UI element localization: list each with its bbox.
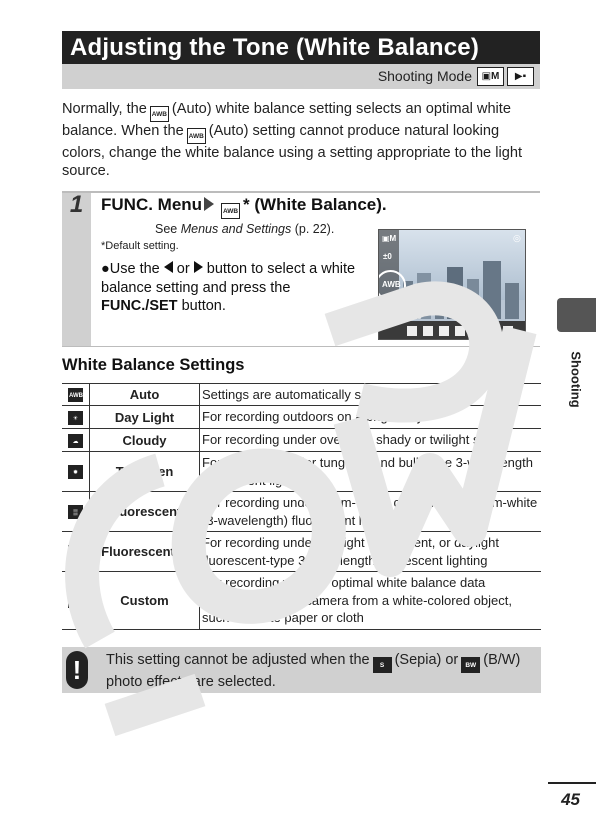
- bullet-text-c: button.: [181, 298, 226, 314]
- movie-icon: ▶▪: [507, 67, 534, 86]
- wb-mode-name: Day Light: [90, 406, 200, 429]
- table-row: [62, 429, 541, 452]
- wb-mode-description: For recording under daylight fluorescent, or daylight fluorescent-type 3-wavelength fluorescent lighting: [200, 532, 542, 572]
- camera-lcd-screenshot: [378, 229, 526, 340]
- lcd-wb-option: [407, 326, 417, 336]
- wb-icon-cell: [62, 429, 90, 452]
- wb-mode-icon: H: [68, 545, 83, 559]
- see-post: (p. 22).: [294, 222, 335, 236]
- step-heading-wb: * (White Balance).: [243, 195, 387, 214]
- wb-mode-description: For recording under overcast, shady or twilight skies: [200, 429, 542, 452]
- lcd-wb-option: [471, 326, 481, 336]
- note-text-a: This setting cannot be adjusted when the: [106, 652, 370, 668]
- bw-icon: BW: [461, 657, 480, 673]
- default-setting-note: *Default setting.: [101, 240, 179, 252]
- lcd-wb-option: [503, 326, 513, 336]
- awb-icon: AWB: [150, 106, 169, 122]
- table-row: [62, 406, 541, 429]
- table-row: [62, 492, 541, 532]
- wb-mode-icon: AWB: [68, 388, 83, 402]
- wb-mode-icon: ☀: [68, 411, 83, 425]
- awb-icon: AWB: [221, 203, 240, 219]
- intro-paragraph: [62, 100, 542, 180]
- shooting-mode-bar: [62, 64, 540, 89]
- table-row: [62, 452, 541, 492]
- lcd-auto-label: Auto: [405, 312, 422, 321]
- see-pre: See: [155, 222, 178, 236]
- step-heading-menu: FUNC. Menu: [101, 195, 203, 214]
- wb-mode-name: Custom: [90, 572, 200, 630]
- wb-mode-icon: ☁: [68, 434, 83, 448]
- see-reference: [155, 222, 334, 236]
- left-arrow-icon: [164, 261, 173, 273]
- func-set-button-label: FUNC./SET: [101, 298, 178, 314]
- wb-mode-name: Cloudy: [90, 429, 200, 452]
- lcd-awb-icon: AWB: [382, 280, 401, 289]
- shooting-mode-label: Shooting Mode: [377, 68, 472, 84]
- see-italic: Menus and Settings: [180, 222, 292, 236]
- step-heading: [101, 195, 387, 219]
- step-instruction: [101, 260, 366, 316]
- arrow-right-icon: [204, 197, 214, 211]
- lcd-ev: ±0: [383, 252, 392, 261]
- wb-mode-description: For recording under warm-white, cool-white or warm-white (3-wavelength) fluorescent lighting: [200, 492, 542, 532]
- wb-mode-name: Fluorescent H: [90, 532, 200, 572]
- wb-icon-cell: [62, 384, 90, 406]
- page-title: Adjusting the Tone (White Balance): [62, 31, 540, 64]
- section-title: White Balance Settings: [62, 356, 245, 374]
- table-row: [62, 384, 541, 406]
- caution-icon: !: [66, 651, 88, 689]
- wb-icon-cell: [62, 572, 90, 630]
- table-row: [62, 532, 541, 572]
- wb-mode-icon: ▒: [68, 505, 83, 519]
- lcd-wb-option: [487, 326, 497, 336]
- lcd-wb-option: [423, 326, 433, 336]
- wb-mode-description: For recording with the optimal white balance data memorized in the camera from a white-colored object, such as white paper or cloth: [200, 572, 542, 630]
- lcd-wb-option: [455, 326, 465, 336]
- step-divider-bottom: [62, 346, 540, 347]
- wb-mode-icon: ✹: [68, 465, 83, 479]
- bullet-text-a: ●Use the: [101, 261, 160, 277]
- wb-icon-cell: [62, 532, 90, 572]
- lcd-building: [467, 279, 479, 319]
- step-divider-top: [62, 191, 540, 193]
- intro-text-2: (Auto) white balance setting selects an optimal white balance. When the: [62, 101, 511, 139]
- caution-text: [106, 651, 526, 692]
- wb-mode-description: For recording outdoors on a bright day: [200, 406, 542, 429]
- wb-mode-name: Fluorescent: [90, 492, 200, 532]
- wb-icon-cell: [62, 452, 90, 492]
- sepia-icon: S: [373, 657, 392, 673]
- lcd-building: [483, 261, 501, 319]
- note-text-c: (B/W) photo effects are selected.: [106, 652, 521, 690]
- chapter-tab-label: Shooting: [568, 351, 584, 408]
- step-number: 1: [69, 191, 84, 218]
- intro-text-1: Normally, the: [62, 101, 147, 117]
- intro-text-3: (Auto) setting cannot produce natural looking colors, change the white balance using a setting appropriate to the light source.: [62, 123, 523, 180]
- lcd-building: [435, 287, 444, 319]
- page-number-rule: [548, 782, 596, 784]
- page-number: 45: [561, 790, 580, 809]
- lcd-building: [447, 267, 463, 319]
- lcd-mode-icon: ▣M: [382, 234, 397, 243]
- wb-mode-icon: ▣: [68, 594, 83, 608]
- bullet-text-or: or: [176, 261, 190, 277]
- wb-mode-description: Settings are automatically set by the camera: [200, 384, 542, 406]
- awb-icon: AWB: [187, 128, 206, 144]
- white-balance-table: [62, 383, 541, 630]
- wb-icon-cell: [62, 406, 90, 429]
- chapter-tab: [557, 298, 596, 332]
- bullet-text-b: button to select a white balance setting and press the: [101, 261, 356, 296]
- camera-m-icon: ▣M: [477, 67, 504, 86]
- lcd-building: [505, 283, 519, 319]
- wb-mode-description: For recording under tungsten and bulb-type 3-wavelength fluorescent lighting: [200, 452, 542, 492]
- note-text-b: (Sepia) or: [394, 652, 459, 668]
- lcd-flash-icon: ◎: [513, 233, 521, 243]
- right-arrow-icon: [194, 261, 203, 273]
- wb-mode-name: Tungsten: [90, 452, 200, 492]
- wb-mode-name: Auto: [90, 384, 200, 406]
- table-row: [62, 572, 541, 630]
- lcd-wb-option: [439, 326, 449, 336]
- wb-icon-cell: [62, 492, 90, 532]
